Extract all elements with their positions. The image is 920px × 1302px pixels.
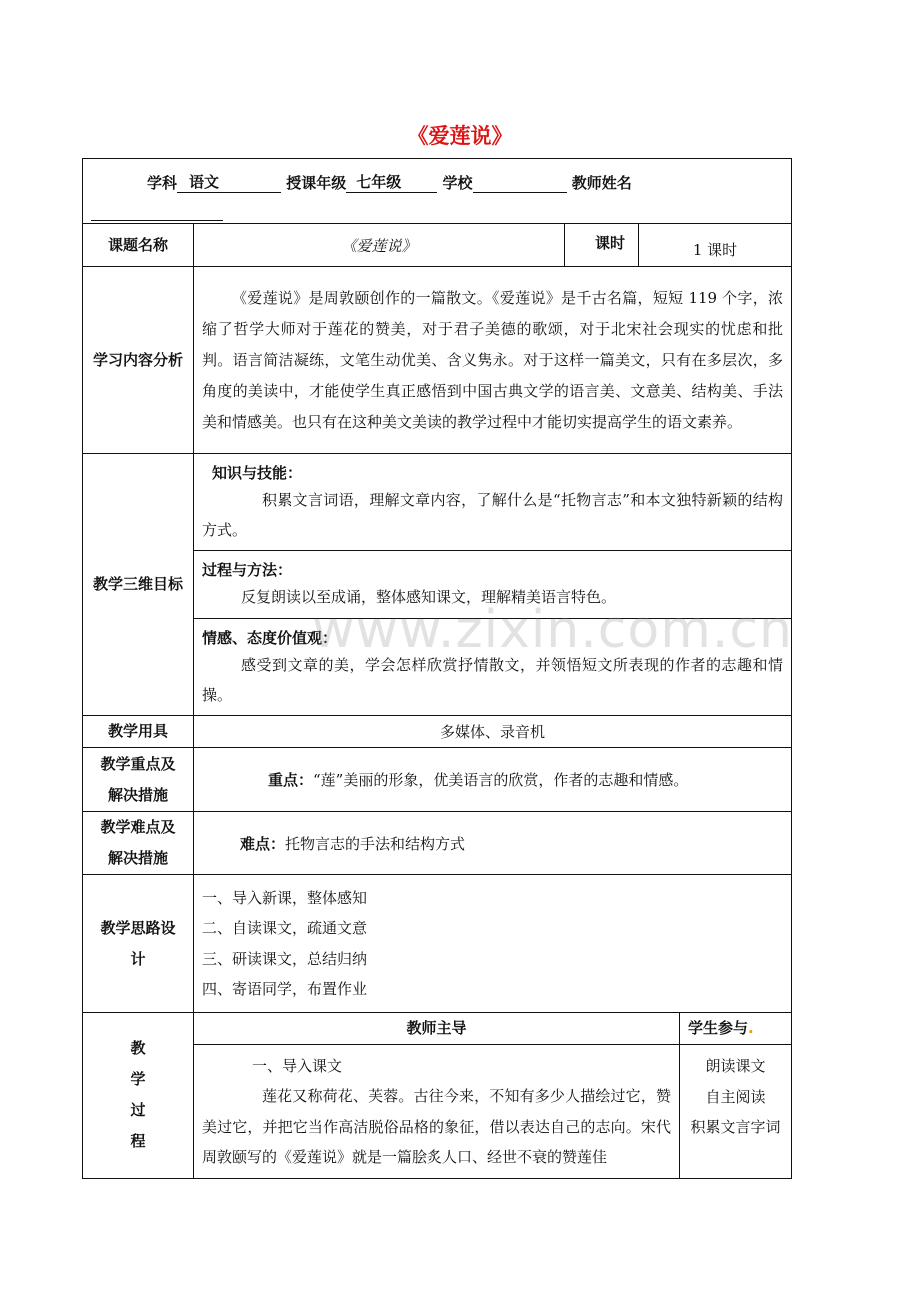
difficulties-cell [194, 812, 792, 875]
student-item: 朗读课文 [705, 1057, 766, 1075]
design-item: 一、导入新课，整体感知 [202, 888, 368, 907]
tools-label: 教学用具 [83, 716, 194, 748]
grade-label: 授课年级 [286, 174, 347, 192]
lesson-plan-table [82, 158, 792, 1179]
header-row [83, 159, 792, 224]
teacher-content-cell [194, 1045, 680, 1179]
key-points-cell [194, 748, 792, 812]
design-item: 三、研读课文，总结归纳 [202, 949, 368, 968]
design-item: 二、自读课文，疏通文意 [202, 919, 368, 937]
analysis-cell [194, 267, 792, 454]
difficulties-label: 教学难点及解决措施 [83, 812, 194, 875]
key-points-text: “莲”美丽的形象，优美语言的欣赏，作者的志趣和情感。 [313, 771, 689, 789]
goals-emotion-cell [194, 619, 792, 716]
teacher-name-blank [91, 199, 223, 221]
difficulties-text: 托物言志的手法和结构方式 [285, 834, 466, 853]
hours-label: 课时 [565, 224, 639, 267]
student-item: 积累文言字词 [690, 1118, 781, 1136]
analysis-label: 学习内容分析 [83, 267, 194, 454]
topic-value: 《爱莲说》 [194, 224, 565, 267]
design-cell [194, 875, 792, 1013]
key-points-label: 教学重点及解决措施 [83, 748, 194, 812]
school-label: 学校 [442, 174, 473, 192]
student-header: 学生参与. [680, 1013, 792, 1045]
watermark-text: www.zixin.com.cn [312, 600, 793, 660]
hours-value: 1 课时 [639, 224, 792, 267]
subject-label: 学科 [147, 174, 178, 192]
step-text: 莲花又称荷花、芙蓉。古往今来，不知有多少人描绘过它，赞美过它，并把它当作高洁脱俗品格的象征，借以表达自己的志向。宋代周敦颐写的《爱莲说》就是一篇脍炙人口、经世不衰的赞莲佳 [202, 1087, 671, 1166]
subject-value: 语文 [189, 173, 220, 191]
process-label: 教 学 过 程 [83, 1013, 194, 1179]
emotion-text: 感受到文章的美，学会怎样欣赏抒情散文，并领悟短文所表现的作者的志趣和情操。 [202, 656, 784, 704]
step-title: 一、导入课文 [252, 1057, 343, 1075]
goals-process-cell [194, 551, 792, 619]
document-title: 《爱莲说》 [407, 124, 513, 148]
teacher-header: 教师主导 [194, 1013, 680, 1045]
topic-label: 课题名称 [83, 224, 194, 267]
analysis-text: 《爱莲说》是周敦颐创作的一篇散文。《爱莲说》是千古名篇，短短 119 个字，浓缩了哲学大师对于莲花的赞美，对于君子美德的歌颂，对于北宋社会现实的忧虑和批判。语言简洁凝练，文笔生动优美、含义隽永。对于这样一篇美文，只有在多层次，多角度的美读中，才能使学生真正感悟到中国古典文学的语言美、文意美、结构美、手法美和情感美。也只有在这种美文美读的教学过程中才能切实提高学生的语文素养。 [202, 288, 784, 431]
knowledge-text: 积累文言词语，理解文章内容，了解什么是“托物言志”和本文独特新颖的结构方式。 [202, 491, 784, 539]
knowledge-title: 知识与技能： [212, 464, 303, 482]
student-content-cell [680, 1045, 792, 1179]
grade-value: 七年级 [356, 173, 402, 191]
tools-value: 多媒体、录音机 [194, 716, 792, 748]
goals-knowledge-cell [194, 454, 792, 551]
teacher-label: 教师姓名 [571, 174, 632, 192]
goals-label: 教学三维目标 [83, 454, 194, 716]
emotion-title: 情感、态度价值观： [202, 629, 338, 647]
design-label: 教学思路设计 [83, 875, 194, 1013]
key-points-prefix: 重点： [268, 771, 314, 789]
process-text: 反复朗读以至成诵，整体感知课文，理解精美语言特色。 [241, 588, 617, 606]
difficulties-prefix: 难点： [240, 834, 286, 853]
process-title: 过程与方法： [202, 561, 293, 579]
student-item: 自主阅读 [705, 1087, 766, 1106]
design-item: 四、寄语同学，布置作业 [202, 980, 368, 998]
